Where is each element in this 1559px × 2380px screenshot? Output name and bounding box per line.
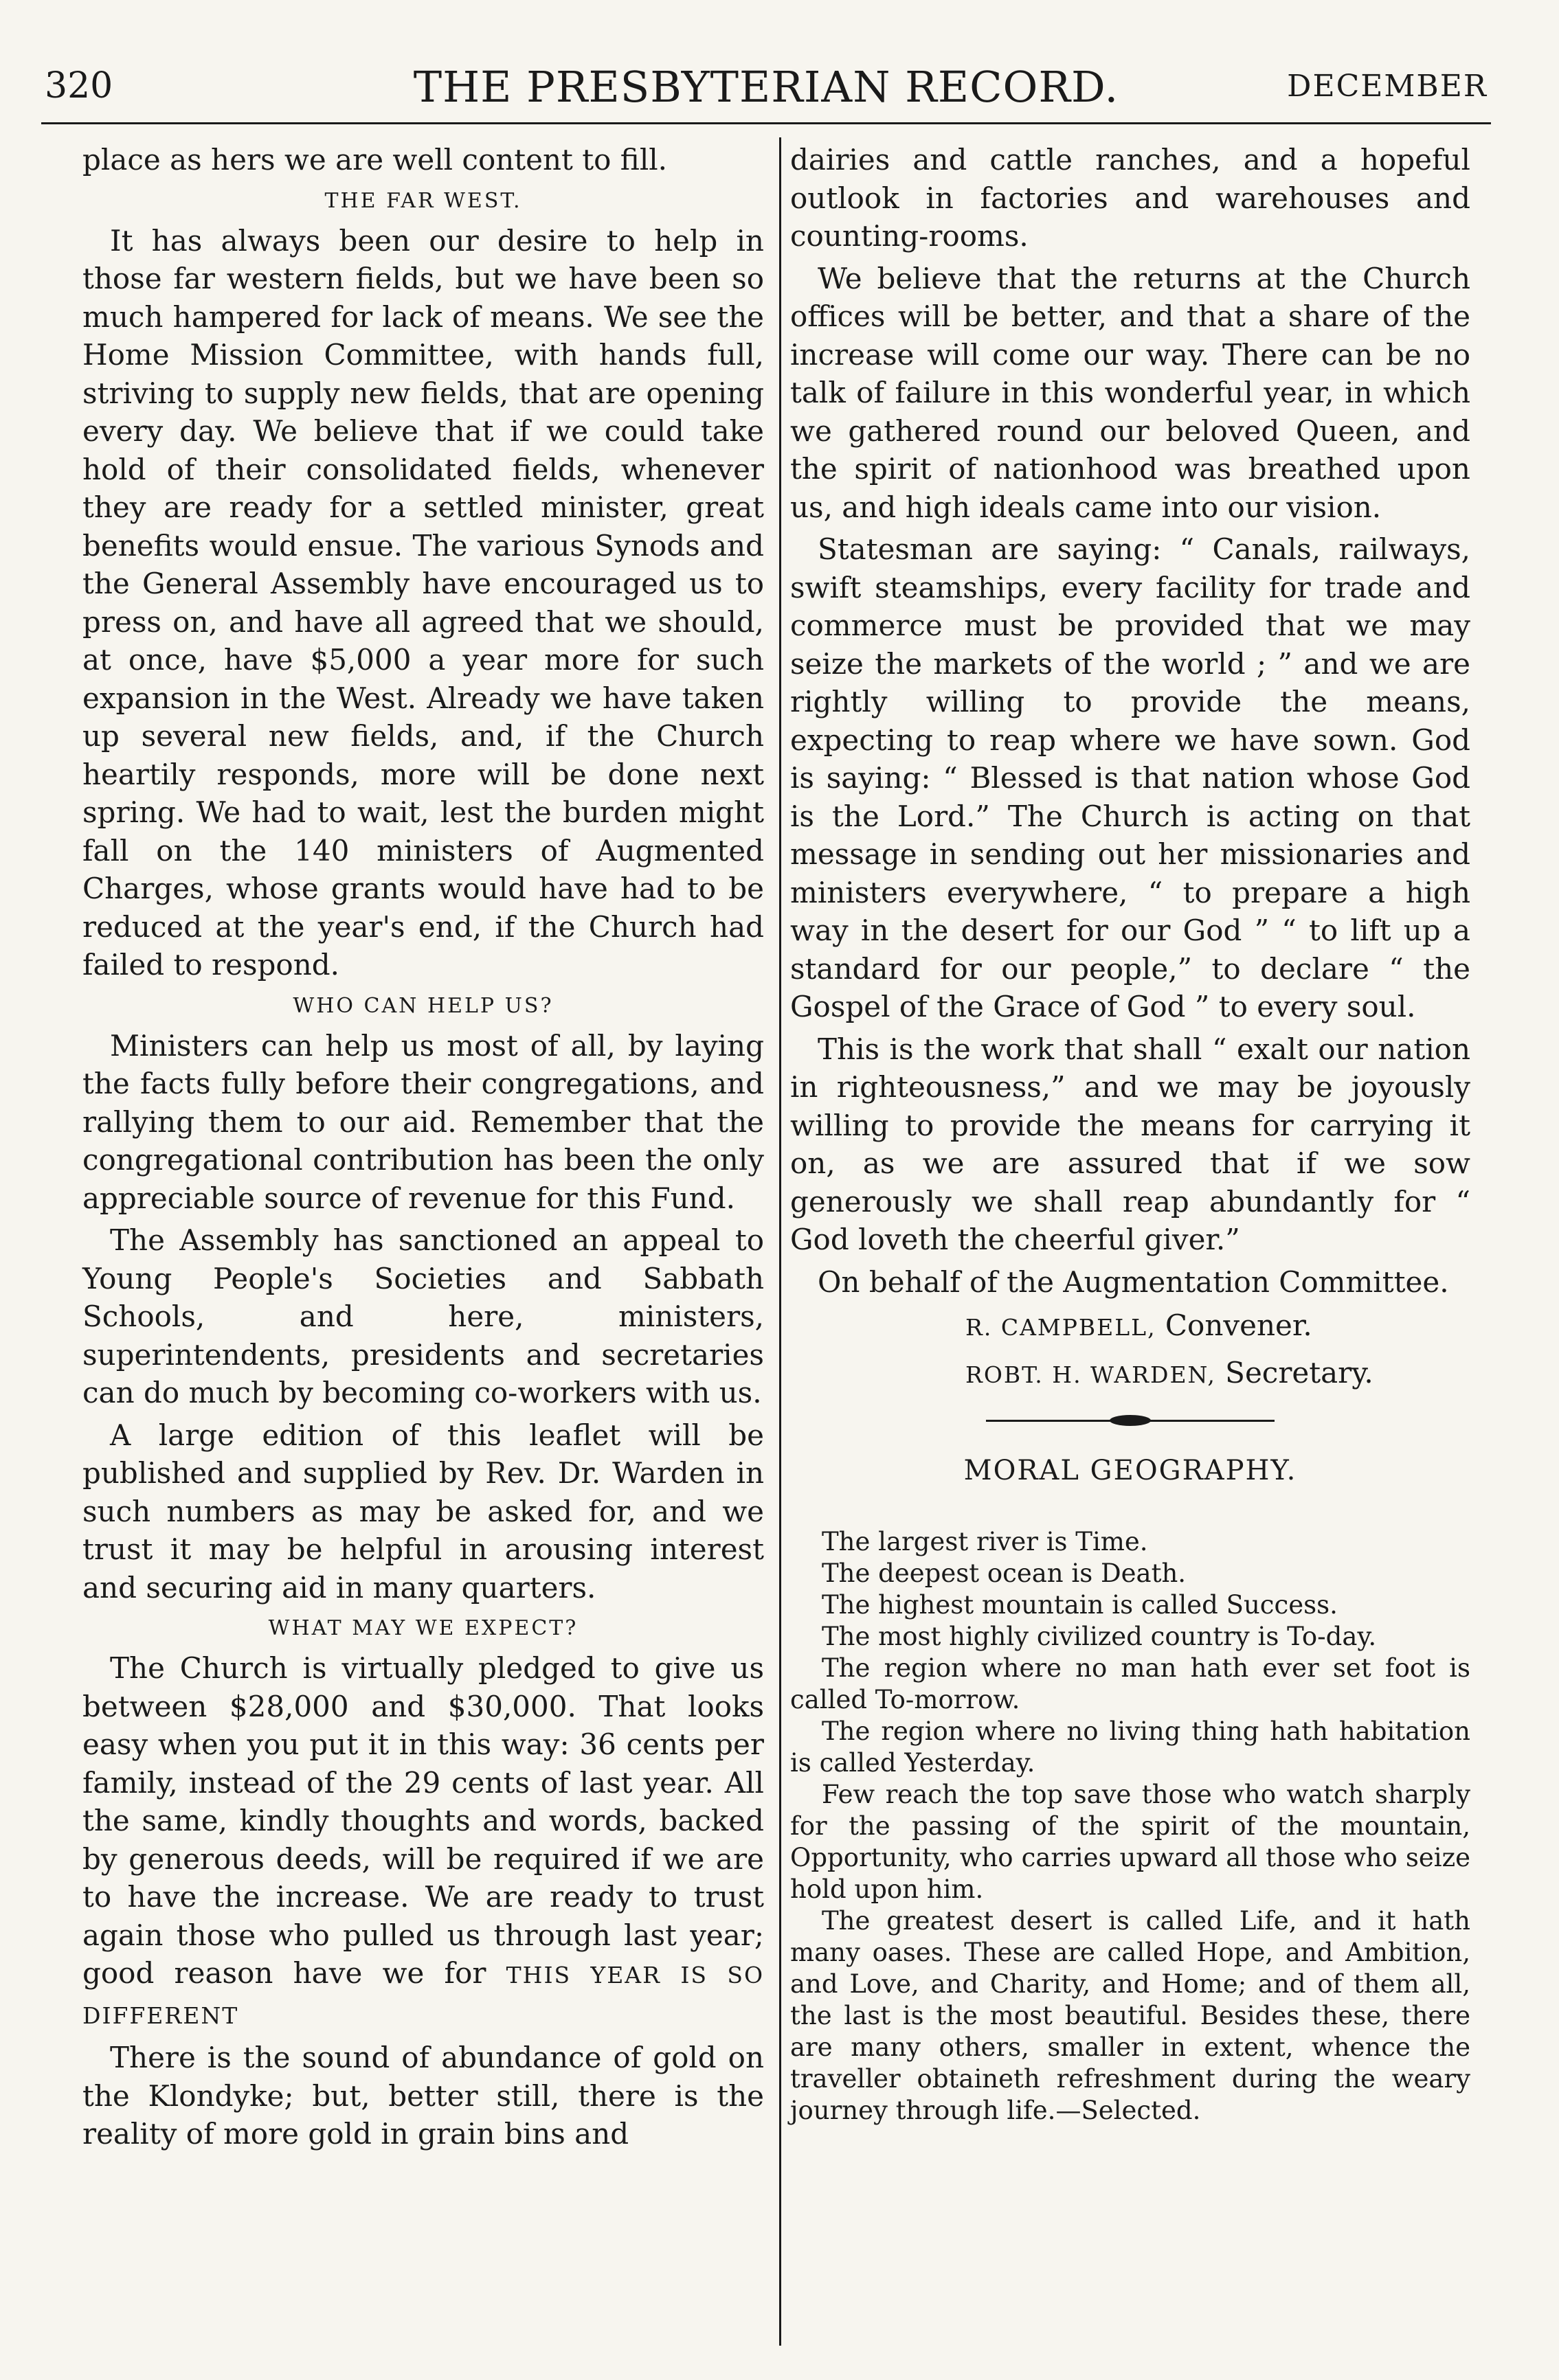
signature-convener — [790, 1305, 1470, 1348]
column-divider — [779, 137, 781, 2346]
divider-ornament — [1110, 1415, 1151, 1426]
page-header — [41, 52, 1491, 127]
moral-geography-body — [790, 1526, 1470, 2127]
list-item: The most highly civilized country is To-day. — [822, 1621, 1377, 1651]
paragraph: Ministers can help us most of all, by laying the facts fully before their congregations, and rallying them to our aid. Remember that the congregational contribution has been the only appreciable source of revenue for this Fund. — [82, 1028, 764, 1215]
publication-title: THE PRESBYTERIAN RECORD. — [413, 62, 1119, 112]
signature-name: ROBT. H. WARDEN, — [965, 1361, 1216, 1388]
section-heading-what-may-we-expect: WHAT MAY WE EXPECT? — [268, 1616, 579, 1640]
paragraph: Statesman are saying: “ Canals, railways, swift steamships, every facility for trade and commerce must be provided that we may seize the markets of the world ; ” and we are rightly willing to provide the means, expecting to reap where we have sown. God is saying: “ Blessed is that nation whose God is the Lord.” The Church is acting on that message in sending out her missionaries and ministers everywhere, “ to prepare a high way in the desert for our God ” “ to lift up a standard for our people,” to declare “ the Gospel of the Grace of God ” to every soul. — [790, 532, 1470, 1023]
list-item: The region where no man hath ever set foot is called To-morrow. — [790, 1653, 1470, 1714]
list-item: The greatest desert is called Life, and it hath many oases. These are called Hope, and Ambition, and Love, and Charity, and Home; and of them all, the last is the most beautiful. Besides these, there are many others, smaller in extent, whence the traveller obtaineth refreshment during the weary journey through life.—Selected. — [790, 1905, 1470, 2125]
list-item: Few reach the top save those who watch sharply for the passing of the spirit of the mountain, Opportunity, who carries upward all those who seize hold upon him. — [790, 1779, 1470, 1904]
paragraph: There is the sound of abundance of gold on the Klondyke; but, better still, there is the reality of more gold in grain bins and — [82, 2041, 764, 2151]
list-item: The highest mountain is called Success. — [822, 1589, 1338, 1620]
page-number: 320 — [45, 65, 113, 106]
signature-role: Convener. — [1165, 1308, 1312, 1342]
paragraph: On behalf of the Augmentation Committee. — [818, 1265, 1449, 1299]
paragraph-text: The Church is virtually pledged to give us between $28,000 and $30,000. That looks easy when you put it in this way: 36 cents per family, instead of the 29 cents of last year. All the same, kindly thoughts and words, backed by generous deeds, will be required if we are to have the increase. We are ready to trust again those who pulled us through last year; good reason have we for — [82, 1651, 764, 1990]
paragraph: It has always been our desire to help in those far western fields, but we have been so much hampered for lack of means. We see the Home Mission Committee, with hands full, striving to supply new fields, that are opening every day. We believe that if we could take hold of their consolidated fields, whenever they are ready for a settled minister, great benefits would ensue. The various Synods and the General Assembly have encouraged us to press on, and have all agreed that we should, at once, have $5,000 a year more for such expansion in the West. Already we have taken up several new fields, and, if the Church heartily responds, more will be done next spring. We had to wait, lest the burden might fall on the 140 ministers of Augmented Charges, whose grants would have had to be reduced at the year's end, if the Church had failed to respond. — [82, 223, 764, 982]
signature-role: Secretary. — [1225, 1356, 1373, 1390]
moral-geography-title: MORAL GEOGRAPHY. — [963, 1455, 1297, 1486]
small-caps-phrase: THIS YEAR IS SO DIFFERENT — [82, 1962, 764, 2029]
paragraph: We believe that the returns at the Church offices will be better, and that a share of the increase will come our way. There can be no talk of failure in this wonderful year, in which we gathered round our beloved Queen, and the spirit of nationhood was breathed upon us, and high ideals came into our vision. — [790, 261, 1470, 524]
left-column — [82, 141, 764, 2157]
issue-month: DECEMBER — [1287, 69, 1488, 104]
paragraph: dairies and cattle ranches, and a hopeful outlook in factories and warehouses and counting-rooms. — [790, 143, 1470, 253]
section-heading-far-west: THE FAR WEST. — [324, 188, 522, 213]
paragraph: A large edition of this leaflet will be published and supplied by Rev. Dr. Warden in such numbers as may be asked for, and we trust it may be helpful in arousing interest and securing aid in many quarters. — [82, 1418, 764, 1605]
right-column — [790, 141, 1470, 2127]
list-item: The deepest ocean is Death. — [822, 1558, 1187, 1588]
list-item: The region where no living thing hath habitation is called Yesterday. — [790, 1716, 1470, 1778]
paragraph: This is the work that shall “ exalt our nation in righteousness,” and we may be joyously willing to provide the means for carrying it on, as we are assured that if we sow generously we shall reap abundantly for “ God loveth the cheerful giver.” — [790, 1032, 1470, 1256]
signature-name: R. CAMPBELL, — [965, 1314, 1156, 1341]
paragraph: The Assembly has sanctioned an appeal to Young People's Societies and Sabbath Schools, and here, ministers, superintendents, presidents and secretaries can do much by becoming co-workers with us. — [82, 1223, 764, 1409]
signature-secretary — [790, 1352, 1470, 1396]
section-heading-who-can-help: WHO CAN HELP US? — [293, 993, 554, 1018]
paragraph: place as hers we are well content to fill. — [82, 143, 668, 177]
paragraph — [82, 1649, 764, 2035]
list-item: The largest river is Time. — [822, 1526, 1148, 1556]
header-rule — [41, 122, 1491, 124]
ornamental-divider — [986, 1416, 1275, 1425]
